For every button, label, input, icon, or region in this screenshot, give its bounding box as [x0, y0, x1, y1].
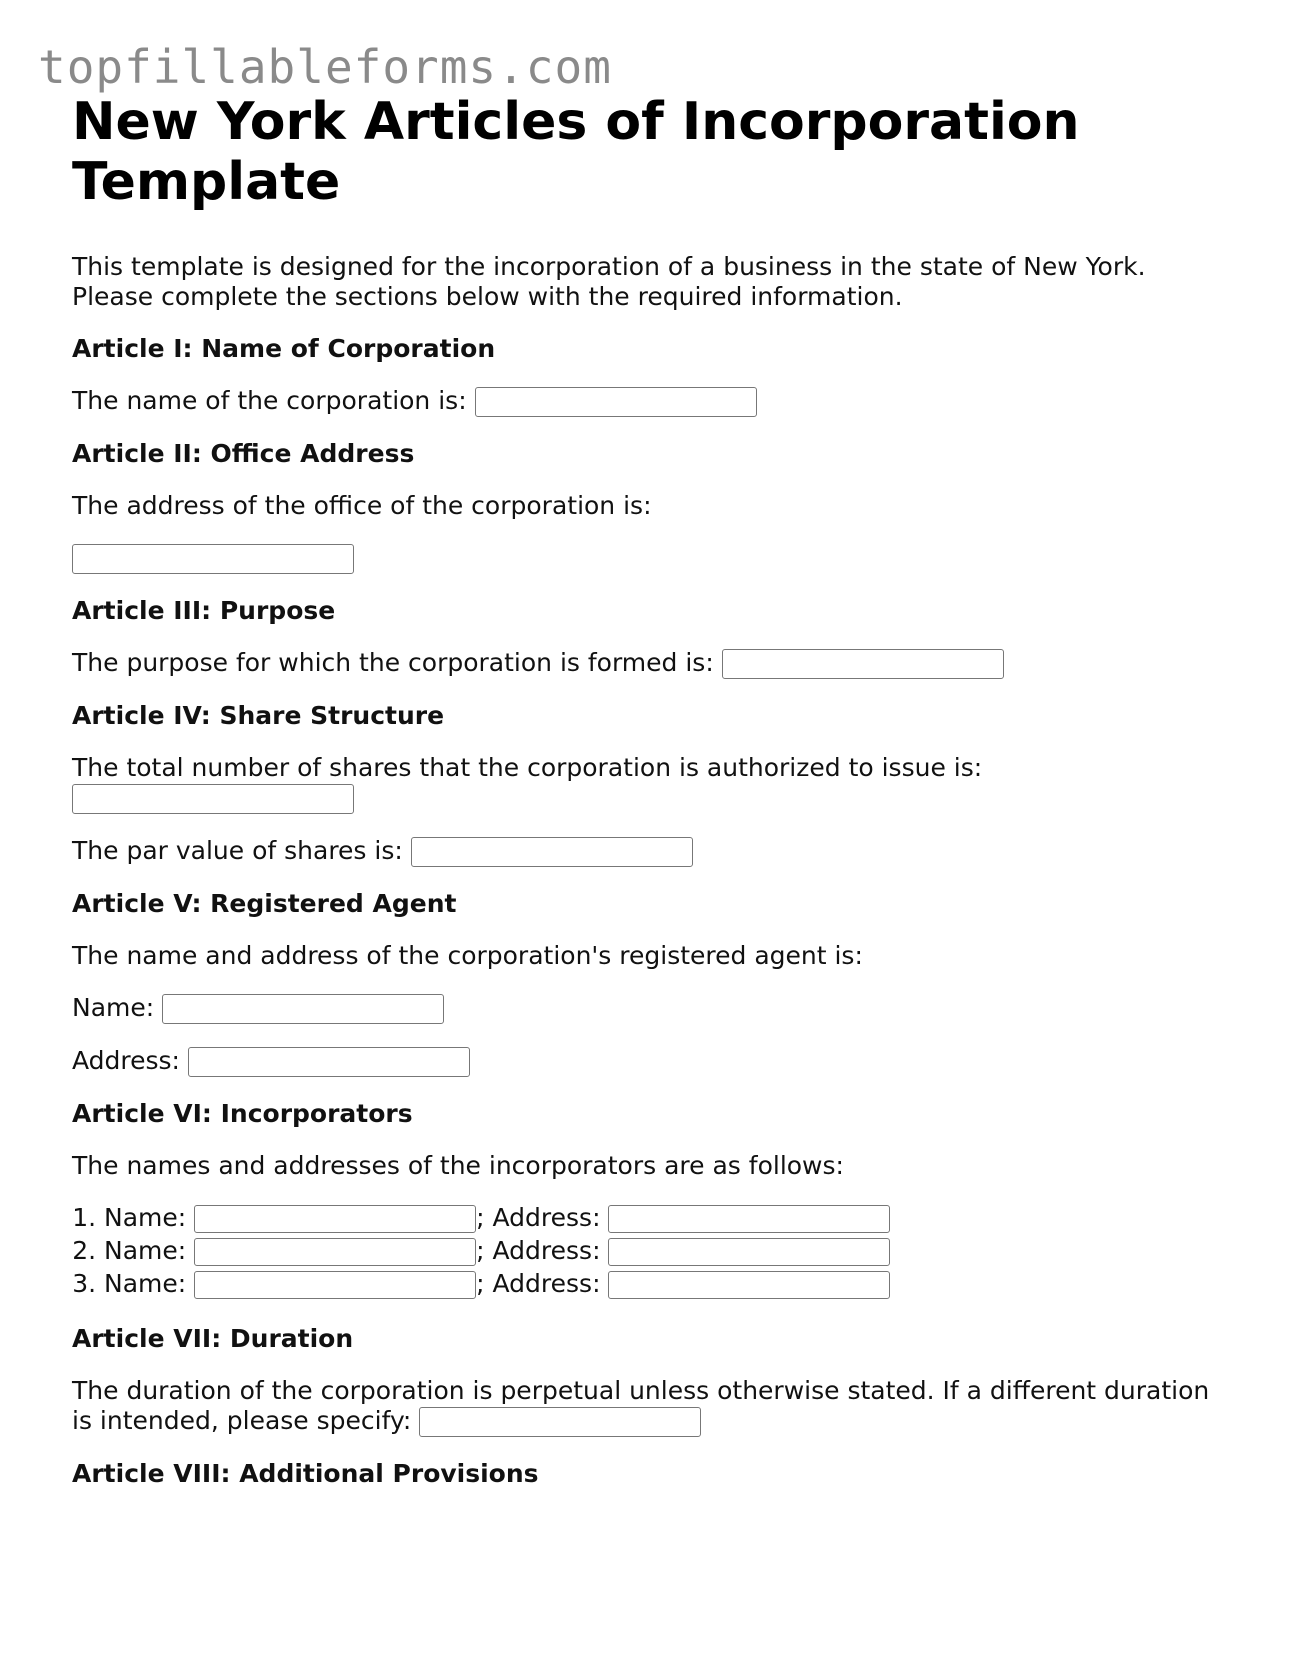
incorporator-2-address-field[interactable] [608, 1238, 890, 1266]
agent-name-row [72, 993, 1242, 1024]
incorporator-2-name-field[interactable] [194, 1238, 476, 1266]
intro-line-2: Please complete the sections below with the required information. [72, 282, 903, 311]
incorporator-1-name-field[interactable] [194, 1205, 476, 1233]
agent-address-field[interactable] [188, 1047, 470, 1077]
list-item [104, 1201, 1242, 1234]
article-3-heading: Article III: Purpose [72, 596, 336, 625]
incorporator-3-address-field[interactable] [608, 1271, 890, 1299]
article-7-heading: Article VII: Duration [72, 1324, 354, 1353]
list-item [104, 1234, 1242, 1267]
article-1-heading: Article I: Name of Corporation [72, 334, 496, 363]
duration-line-2: is intended, please specify: [72, 1406, 412, 1435]
article-6-heading: Article VI: Incorporators [72, 1099, 413, 1128]
article-3-label: The purpose for which the corporation is formed is: [72, 648, 714, 677]
incorporators-list [72, 1201, 1242, 1300]
intro-paragraph [72, 252, 1242, 312]
total-shares-field[interactable] [72, 784, 354, 814]
page-title [72, 92, 1242, 212]
incorporator-address-label: ; Address: [476, 1203, 601, 1232]
incorporator-name-label: Name: [104, 1203, 187, 1232]
article-4-heading: Article IV: Share Structure [72, 701, 445, 730]
incorporator-3-name-field[interactable] [194, 1271, 476, 1299]
agent-address-row [72, 1046, 1242, 1077]
article-3-text [72, 648, 1242, 679]
article-2-heading: Article II: Office Address [72, 439, 415, 468]
article-4-field-row [72, 783, 1242, 814]
incorporator-name-label: Name: [104, 1236, 187, 1265]
document-page [72, 92, 1242, 1489]
article-5-heading: Article V: Registered Agent [72, 889, 457, 918]
article-5-text: The name and address of the corporation's registered agent is: [72, 941, 863, 970]
duration-line-1: The duration of the corporation is perpetual unless otherwise stated. If a different duration [72, 1376, 1210, 1405]
title-line-2: Template [72, 152, 341, 212]
article-4-text: The total number of shares that the corporation is authorized to issue is: [72, 753, 983, 782]
corporation-name-field[interactable] [475, 387, 757, 417]
agent-name-label: Name: [72, 993, 155, 1022]
article-2-field-row [72, 543, 1242, 574]
title-line-1: New York Articles of Incorporation [72, 92, 1080, 152]
article-7-text [72, 1376, 1242, 1437]
article-8-heading: Article VIII: Additional Provisions [72, 1459, 539, 1488]
par-value-label: The par value of shares is: [72, 836, 403, 865]
agent-address-label: Address: [72, 1046, 180, 1075]
article-2-text: The address of the office of the corporation is: [72, 491, 652, 520]
incorporator-1-address-field[interactable] [608, 1205, 890, 1233]
watermark: topfillableforms.com [38, 40, 612, 94]
agent-name-field[interactable] [162, 994, 444, 1024]
office-address-field[interactable] [72, 544, 354, 574]
incorporator-name-label: Name: [104, 1269, 187, 1298]
duration-field[interactable] [419, 1407, 701, 1437]
purpose-field[interactable] [722, 649, 1004, 679]
incorporator-address-label: ; Address: [476, 1236, 601, 1265]
par-value-field[interactable] [411, 837, 693, 867]
article-4-par [72, 836, 1242, 867]
article-1-text [72, 386, 1242, 417]
intro-line-1: This template is designed for the incorporation of a business in the state of New York. [72, 252, 1146, 281]
list-item [104, 1267, 1242, 1300]
article-1-label: The name of the corporation is: [72, 386, 467, 415]
incorporator-address-label: ; Address: [476, 1269, 601, 1298]
article-6-text: The names and addresses of the incorporators are as follows: [72, 1151, 844, 1180]
